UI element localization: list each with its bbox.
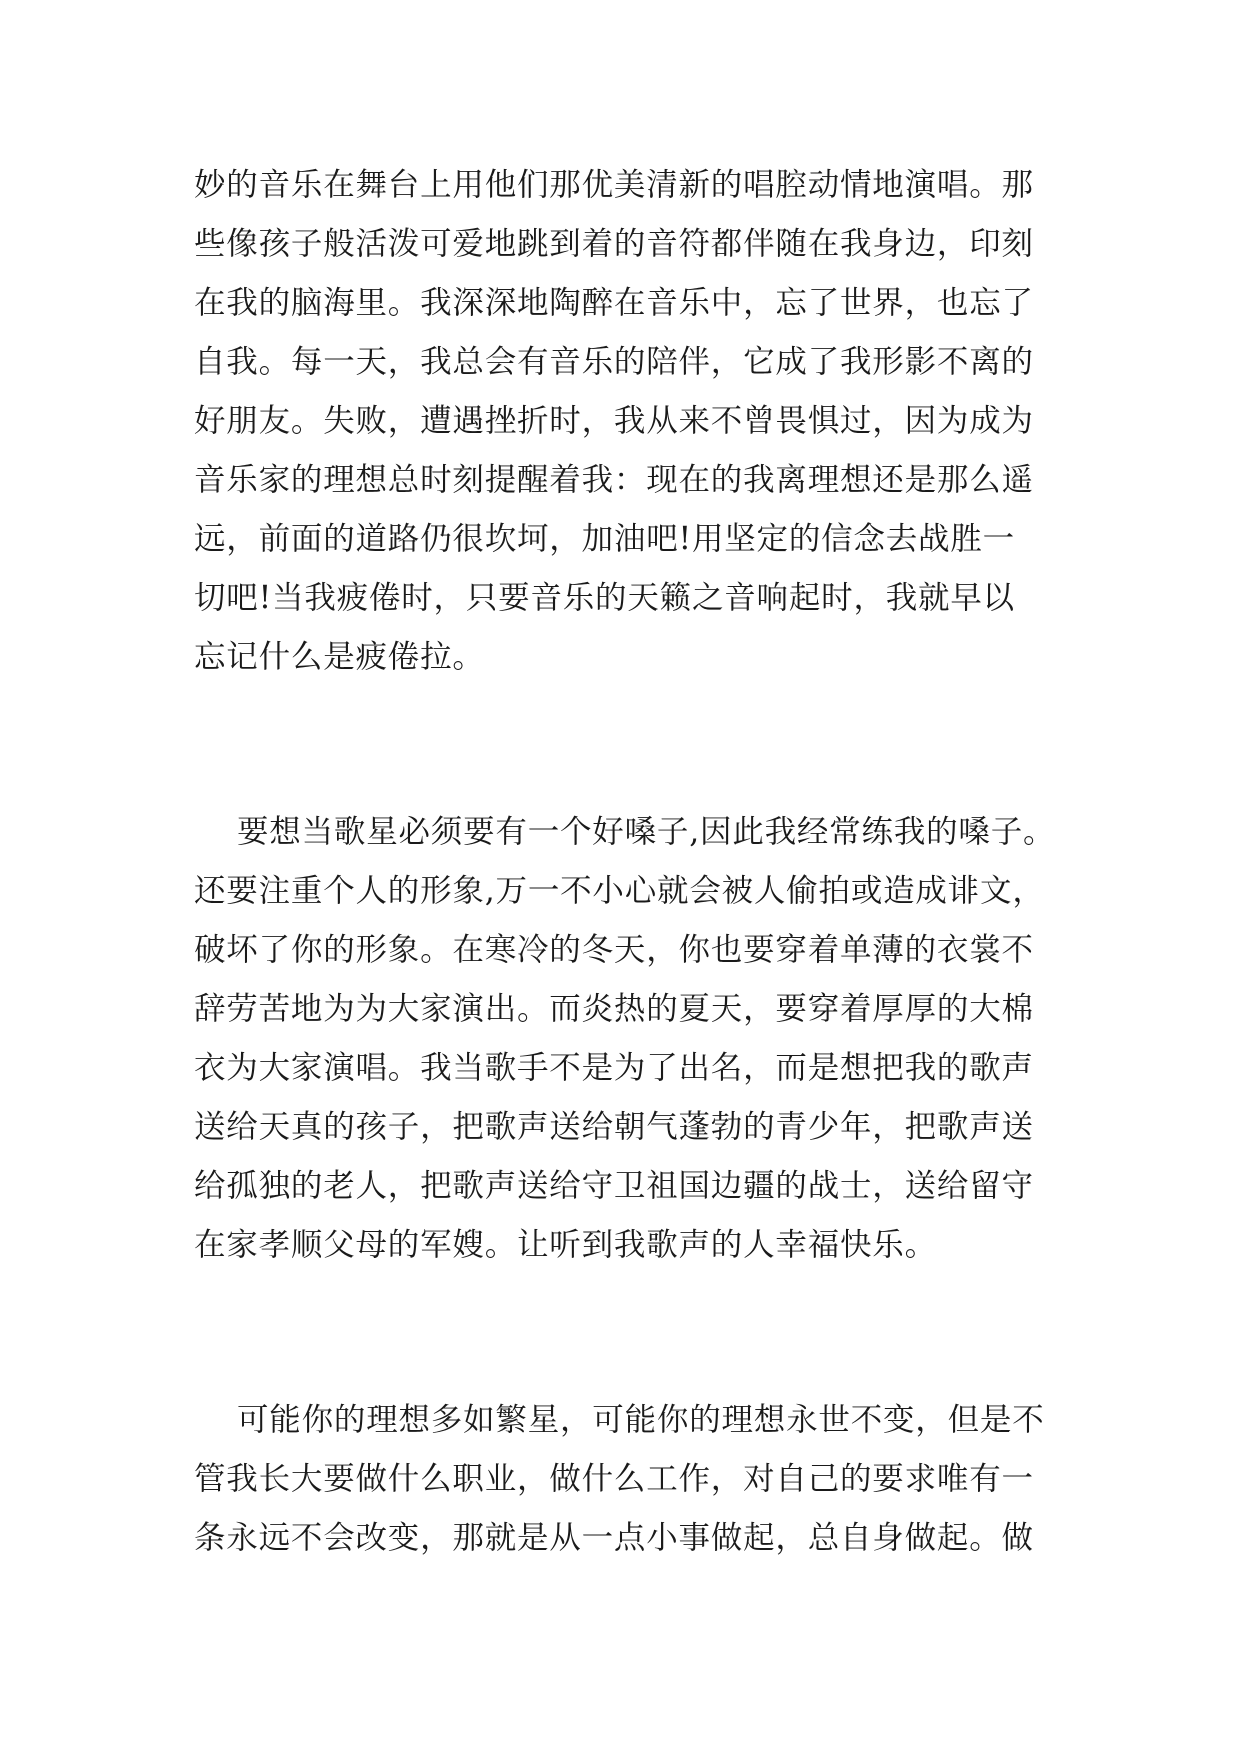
- text-line: 管我长大要做什么职业，做什么工作，对自己的要求唯有一: [194, 1461, 1034, 1497]
- text-line: 衣为大家演唱。我当歌手不是为了出名，而是想把我的歌声: [194, 1050, 1034, 1086]
- text-line: 音乐家的理想总时刻提醒着我：现在的我离理想还是那么遥: [194, 462, 1034, 498]
- text-line: 些像孩子般活泼可爱地跳到着的音符都伴随在我身边，印刻: [194, 226, 1034, 262]
- text-line: 送给天真的孩子，把歌声送给朝气蓬勃的青少年，把歌声送: [194, 1109, 1034, 1145]
- text-line: 破坏了你的形象。在寒冷的冬天，你也要穿着单薄的衣裳不: [194, 932, 1034, 968]
- text-line: 好朋友。失败，遭遇挫折时，我从来不曾畏惧过，因为成为: [194, 403, 1034, 439]
- text-line: 忘记什么是疲倦拉。: [194, 639, 485, 675]
- text-line: 在家孝顺父母的军嫂。让听到我歌声的人幸福快乐。: [194, 1227, 937, 1263]
- text-line: 自我。每一天，我总会有音乐的陪伴，它成了我形影不离的: [194, 344, 1034, 380]
- text-line: 妙的音乐在舞台上用他们那优美清新的唱腔动情地演唱。那: [194, 167, 1034, 203]
- text-line: 辞劳苦地为为大家演出。而炎热的夏天，要穿着厚厚的大棉: [194, 991, 1034, 1027]
- text-line: 还要注重个人的形象,万一不小心就会被人偷拍或造成诽文，: [194, 873, 1045, 909]
- text-line: 条永远不会改变，那就是从一点小事做起，总自身做起。做: [194, 1520, 1034, 1556]
- text-line: 要想当歌星必须要有一个好嗓子,因此我经常练我的嗓子。: [237, 814, 1056, 850]
- text-line: 给孤独的老人，把歌声送给守卫祖国边疆的战士，送给留守: [194, 1168, 1034, 1204]
- text-line: 可能你的理想多如繁星，可能你的理想永世不变，但是不: [237, 1402, 1045, 1438]
- text-line: 切吧!当我疲倦时，只要音乐的天籁之音响起时，我就早以: [194, 580, 1015, 616]
- text-line: 在我的脑海里。我深深地陶醉在音乐中，忘了世界，也忘了: [194, 285, 1034, 321]
- text-line: 远，前面的道路仍很坎坷，加油吧!用坚定的信念去战胜一: [194, 521, 1015, 557]
